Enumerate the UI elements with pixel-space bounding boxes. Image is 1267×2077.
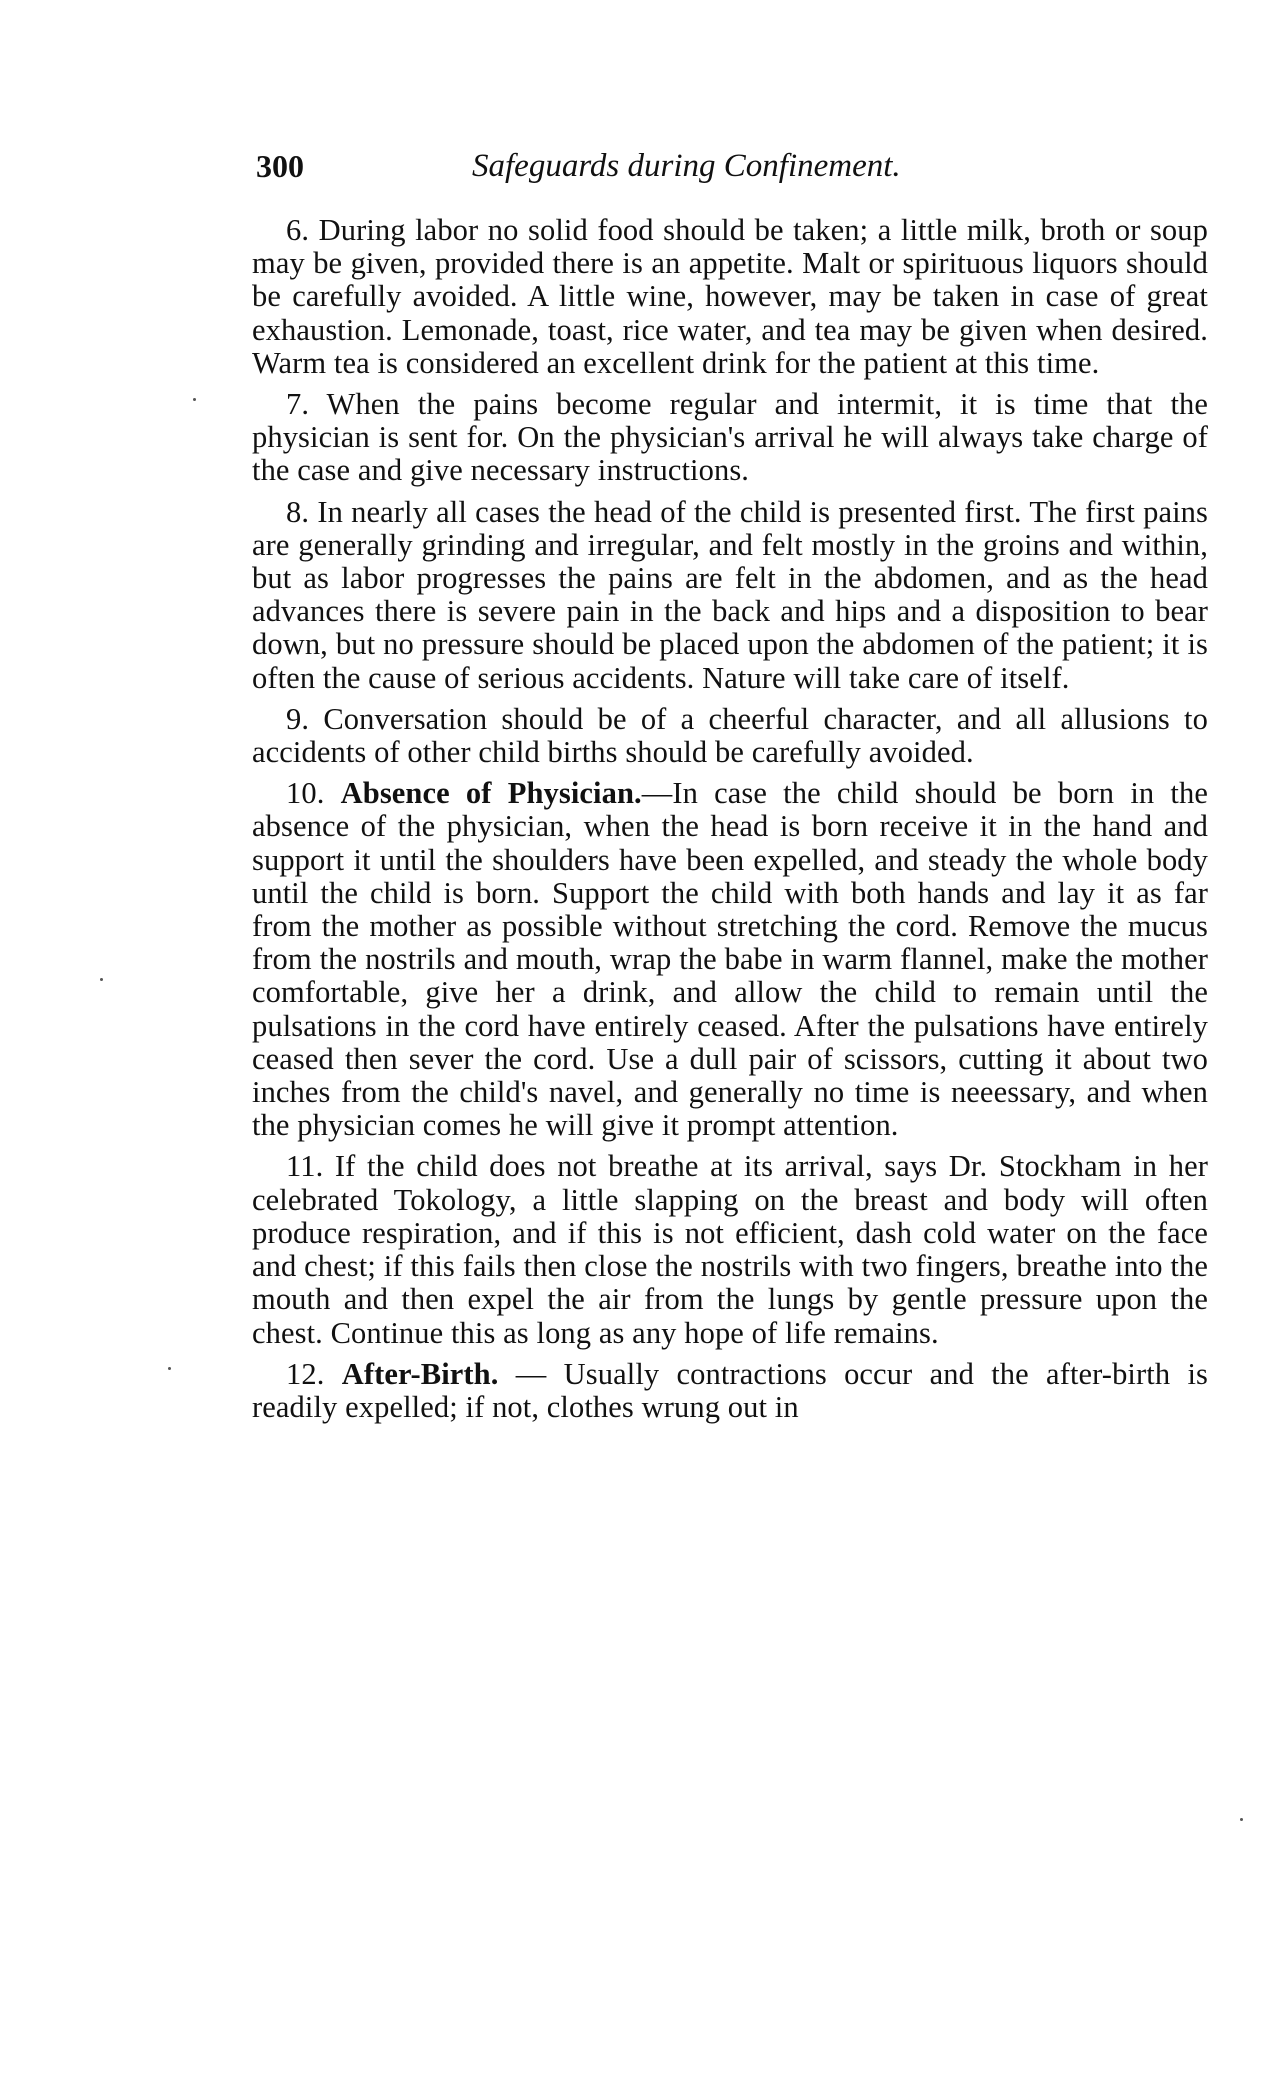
page-header [252, 148, 1208, 192]
paragraph-number: 12. [286, 1356, 325, 1391]
print-speck [168, 1367, 171, 1370]
section-heading: After-Birth. [341, 1356, 499, 1391]
paragraph-number: 11. [286, 1149, 324, 1184]
paragraph-text: In nearly all cases the head of the child is presented first. The first pains are generally grinding and irregular, and felt mostly in the groins and within, but as labor progresses the pains are felt in the abdomen, and as the head advances there is severe pain in the back and hips and a disposition to bear down, but no pressure should be placed upon the abdomen of the patient; it is often the cause of serious accidents. Nature will take care of itself. [252, 494, 1208, 695]
paragraph-9 [252, 703, 1208, 769]
paragraph-text: If the child does not breathe at its arrival, says Dr. Stockham in her celebrated Tokology, a little slapping on the breast and body will often produce respiration, and if this is not efficient, dash cold water on the face and chest; if this fails then close the nostrils with two fingers, breathe into the mouth and then expel the air from the lungs by gentle pressure upon the chest. Continue this as long as any hope of life remains. [252, 1149, 1208, 1350]
print-speck [1240, 1818, 1243, 1821]
paragraph-10 [252, 777, 1208, 1142]
paragraph-number: 9. [286, 701, 310, 736]
paragraph-12 [252, 1358, 1208, 1424]
paragraph-6 [252, 214, 1208, 380]
paragraph-text: During labor no solid food should be taken; a little milk, broth or soup may be given, provided there is an appetite. Malt or spirituous liquors should be carefully avoided. A little wine, however, may be taken in case of great exhaustion. Lemonade, toast, rice water, and tea may be given when desired. Warm tea is considered an excellent drink for the patient at this time. [252, 213, 1208, 380]
paragraph-text: —In case the child should be born in the absence of the physician, when the head is born receive it in the hand and support it until the shoulders have been expelled, and steady the whole body until the child is born. Support the child with both hands and lay it as far from the mother as possible without stretching the cord. Remove the mucus from the nostrils and mouth, wrap the babe in warm flannel, make the mother comfortable, give her a drink, and allow the child to remain until the pulsations in the cord have entirely ceased. After the pulsations have entirely ceased then sever the cord. Use a dull pair of scissors, cutting it about two inches from the child's navel, and generally no time is neeessary, and when the physician comes he will give it prompt attention. [252, 776, 1208, 1143]
paragraph-number: 8. [286, 494, 310, 529]
section-heading: Absence of Physician. [340, 776, 642, 811]
paragraph-number: 10. [286, 776, 325, 811]
paragraph-11 [252, 1150, 1208, 1349]
paragraph-text: — Usually contractions occur and the after-birth is readily expelled; if not, clothes wrung out in [252, 1356, 1208, 1424]
page-number: 300 [256, 148, 304, 184]
paragraph-8 [252, 496, 1208, 695]
paragraph-number: 6. [286, 213, 310, 247]
print-speck [193, 398, 196, 401]
print-speck [100, 978, 103, 981]
paragraph-text: Conversation should be of a cheerful character, and all allusions to accidents of other child births should be carefully avoided. [252, 701, 1208, 770]
paragraph-7 [252, 388, 1208, 488]
paragraph-number: 7. [286, 387, 310, 422]
paragraph-text: When the pains become regular and intermit, it is time that the physician is sent for. On the physician's arrival he will always take charge of the case and give necessary instructions. [252, 387, 1208, 488]
book-page [252, 148, 1208, 1432]
running-title: Safeguards during Confinement. [472, 148, 901, 184]
